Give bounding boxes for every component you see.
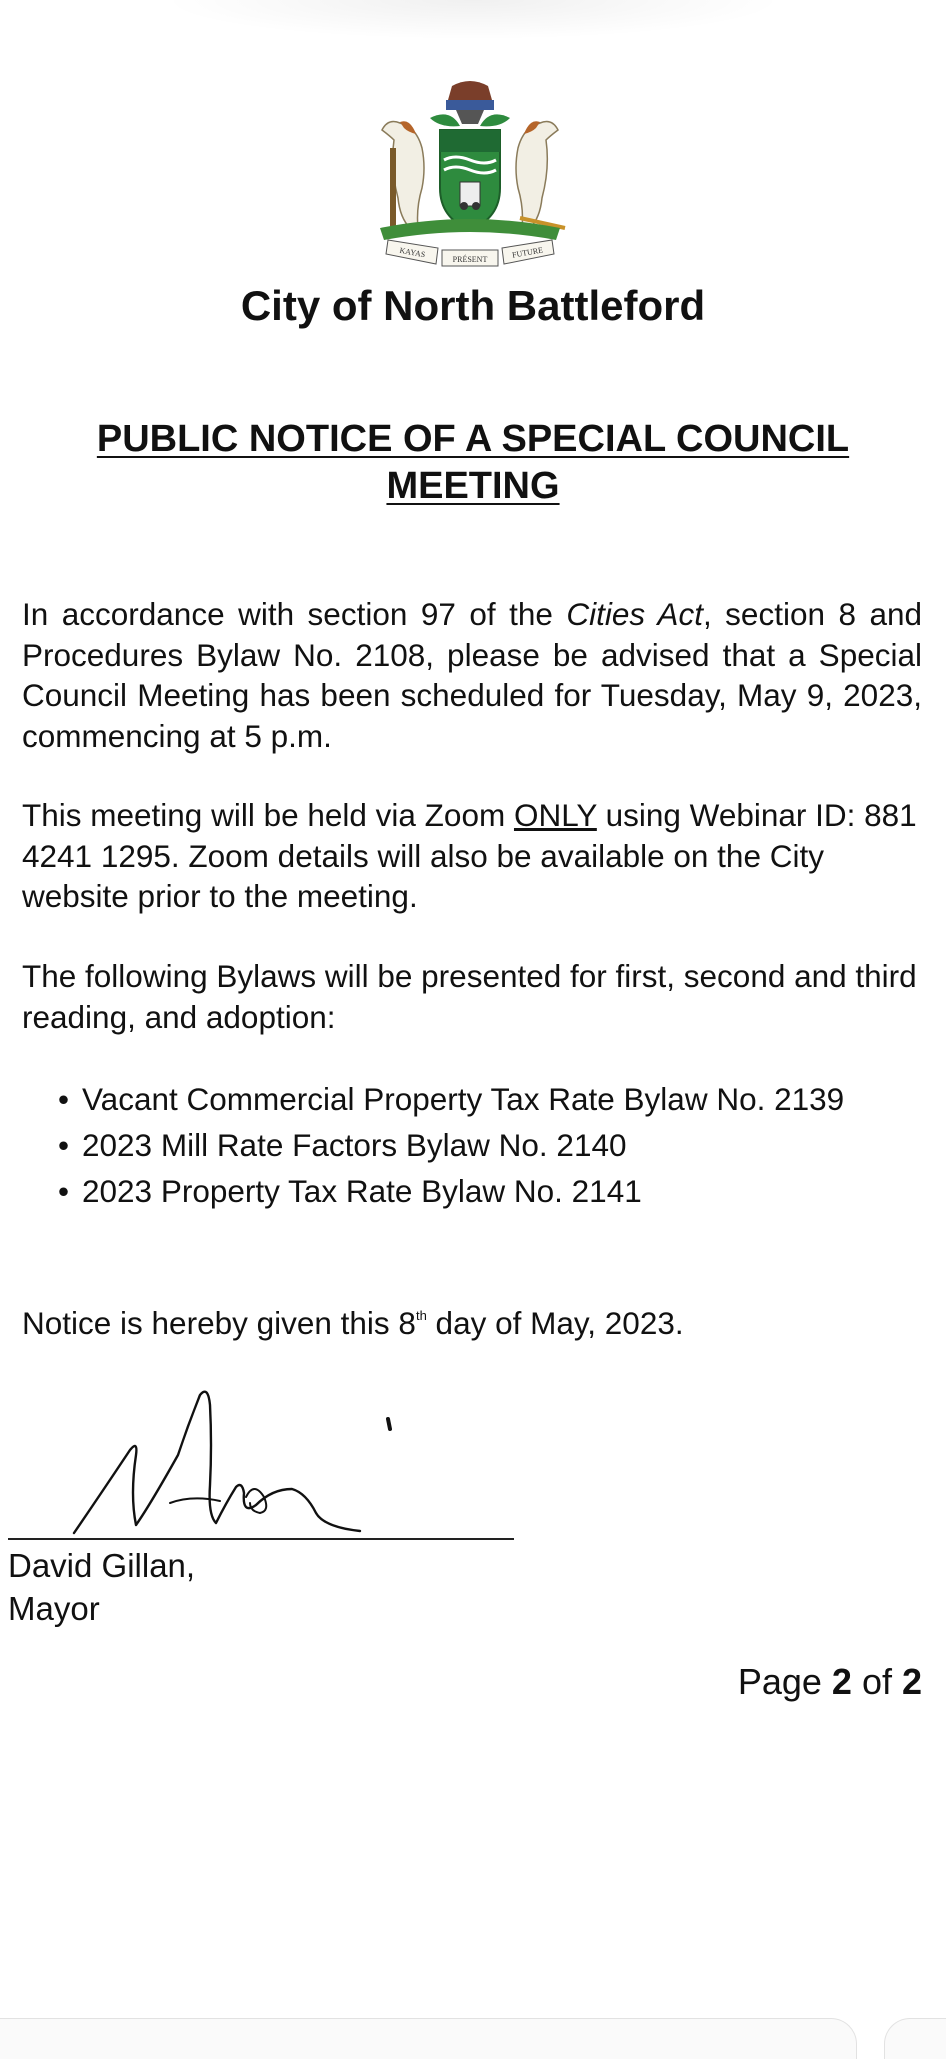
bullet-icon: • xyxy=(58,1173,70,1209)
bylaw-name: 2023 Property Tax Rate Bylaw No. 2141 xyxy=(82,1173,642,1209)
list-item xyxy=(58,1076,938,1122)
paragraph-1-lead: In accordance with section 97 of the xyxy=(22,596,567,632)
list-item xyxy=(58,1122,938,1168)
paragraph-2-rest: using Webinar ID: 881 4241 1295. Zoom details will also be available on the City website prior to the meeting. xyxy=(22,797,917,914)
cities-act-name: Cities Act xyxy=(566,596,703,632)
crest-motto-1: KAYAS xyxy=(398,245,426,260)
notice-paragraph-3: The following Bylaws will be presented for first, second and third reading, and adoption: xyxy=(22,958,917,1035)
notice-paragraph-2 xyxy=(22,795,922,917)
signer-title: Mayor xyxy=(8,1590,100,1627)
bullet-icon: • xyxy=(58,1127,70,1163)
city-coat-of-arms-icon xyxy=(360,78,580,270)
date-line-lead: Notice is hereby given this 8 xyxy=(22,1305,416,1341)
bottom-toolbar[interactable] xyxy=(0,2018,857,2059)
bullet-icon: • xyxy=(58,1081,70,1117)
total-pages: 2 xyxy=(901,1661,922,1702)
of-word: of xyxy=(851,1661,902,1702)
city-name-heading: City of North Battleford xyxy=(240,282,706,329)
signer-block xyxy=(8,1544,195,1630)
bylaw-list xyxy=(58,1076,938,1214)
signature-line xyxy=(8,1538,514,1540)
bylaw-name: 2023 Mill Rate Factors Bylaw No. 2140 xyxy=(82,1127,627,1163)
bottom-toolbar-button[interactable] xyxy=(884,2018,946,2059)
paragraph-2-lead: This meeting will be held via Zoom xyxy=(22,797,514,833)
signer-name: David Gillan, xyxy=(8,1547,196,1584)
crest-motto-2: PRÉSENT xyxy=(452,255,488,264)
list-item xyxy=(58,1168,938,1214)
date-ordinal-suffix: th xyxy=(415,1308,427,1323)
notice-paragraph-1 xyxy=(22,594,922,756)
current-page: 2 xyxy=(831,1661,852,1702)
page-number xyxy=(738,1660,922,1704)
page-word: Page xyxy=(737,1661,832,1702)
notice-title: PUBLIC NOTICE OF A SPECIAL COUNCIL MEETING xyxy=(96,418,850,507)
paragraph-1-rest: , section 8 and Procedures Bylaw No. 2108, please be advised that a Special Council Meeting has been scheduled for Tuesday, May 9, 2023, commencing at 5 p.m. xyxy=(22,596,923,754)
notice-date-line xyxy=(22,1296,922,1343)
zoom-only-emphasis: ONLY xyxy=(513,797,597,833)
crest-motto-3: FUTURE xyxy=(511,245,544,260)
page-top-shadow xyxy=(160,0,786,40)
handwritten-signature-icon xyxy=(60,1385,420,1535)
bylaw-name: Vacant Commercial Property Tax Rate Bylaw No. 2139 xyxy=(82,1081,845,1117)
date-line-rest: day of May, 2023. xyxy=(426,1305,684,1341)
